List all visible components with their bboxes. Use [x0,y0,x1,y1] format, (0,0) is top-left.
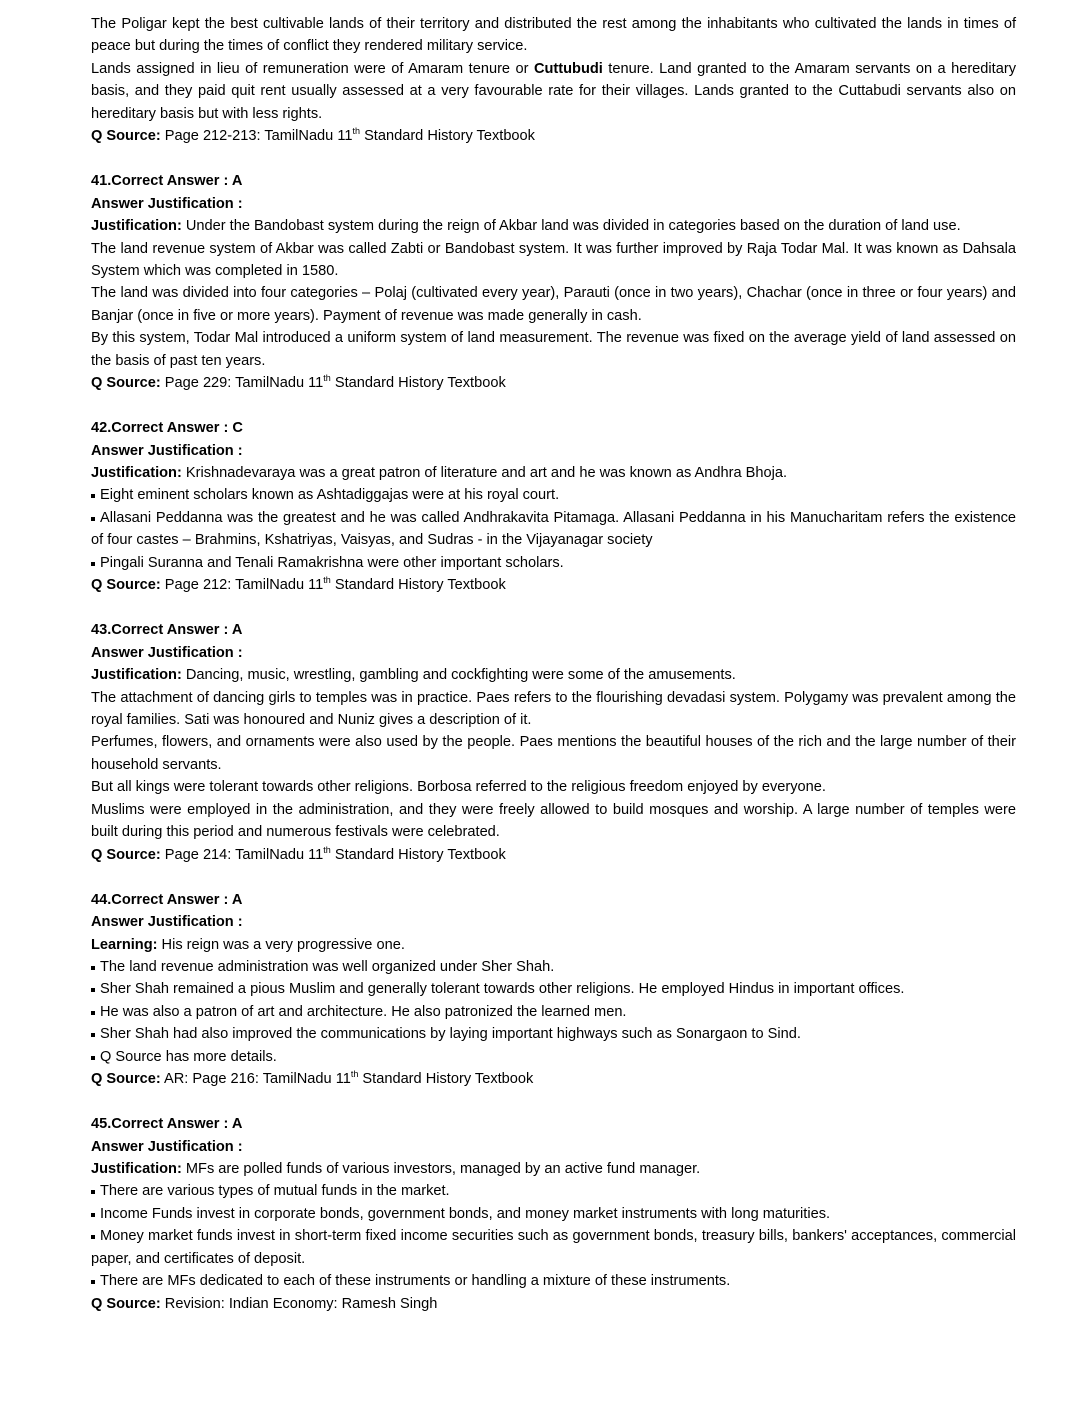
answer-section [91,866,1016,1091]
paragraph-lead: Q Source: [91,128,161,145]
paragraph [91,327,1016,372]
paragraph [91,282,1016,327]
answer-title: 42.Correct Answer : C [91,420,243,437]
paragraph-text: There are various types of mutual funds in the market. [100,1183,450,1200]
bullet-icon [91,494,95,498]
bold-term: Cuttubudi [533,60,603,77]
paragraph-lead: Justification: [91,218,182,235]
paragraph-lead: Justification: [91,465,182,482]
paragraph-text: By this system, Todar Mal introduced a uniform system of land measurement. The revenue was fixed on the average yield of land assessed on the basis of past ten years. [91,330,1016,369]
bullet-item [91,484,1016,506]
paragraph-text: Page 229: TamilNadu 11 [160,375,324,392]
bullet-item [91,1270,1016,1292]
bullet-item [91,978,1016,1000]
answer-section [91,13,1016,148]
paragraph-text: Allasani Peddanna was the greatest and he was called Andhrakavita Pitamaga. Allasani Peddanna in his Manucharitam refers the existence of four castes – Brahmins, Kshatriyas, Vaisyas, and Sudras - in the Vijayanagar society [91,509,1016,549]
paragraph-lead: Q Source: [91,1295,161,1312]
source-line [91,1068,1016,1090]
superscript: th [350,1069,359,1080]
paragraph-text: Lands assigned in lieu of remuneration were of Amaram tenure or [91,60,534,77]
paragraph-text: The Poligar kept the best cultivable lands of their territory and distributed the rest among the inhabitants who cultivated the lands in times of peace but during the times of conflict they rendered military service. [91,16,1016,55]
bullet-icon [91,1011,95,1015]
paragraph-text: Pingali Suranna and Tenali Ramakrishna were other important scholars. [100,554,564,571]
section-spacer [91,148,1016,170]
bullet-item [91,1203,1016,1225]
answer-justification-heading: Answer Justification : [91,914,243,931]
paragraph-lead: Q Source: [91,375,161,392]
paragraph [91,1158,1016,1180]
paragraph-text: MFs are polled funds of various investors, managed by an active fund manager. [181,1161,701,1178]
paragraph-text: Page 212-213: TamilNadu 11 [160,128,353,145]
source-line [91,844,1016,866]
bullet-item [91,507,1016,552]
paragraph-lead: Q Source: [91,1071,161,1088]
paragraph [91,462,1016,484]
superscript: th [352,126,361,137]
paragraph-text: Revision: Indian Economy: Ramesh Singh [160,1295,438,1312]
paragraph [91,731,1016,776]
section-spacer [91,395,1016,417]
paragraph [91,58,1016,125]
paragraph-text: Perfumes, flowers, and ornaments were also used by the people. Paes mentions the beautiful houses of the rich and the large number of their household servants. [91,734,1016,773]
paragraph-text: AR: Page 216: TamilNadu 11 [160,1071,351,1088]
answer-justification-heading: Answer Justification : [91,195,243,212]
bullet-icon [91,1033,95,1037]
answer-justification-heading: Answer Justification : [91,442,243,459]
paragraph-tail: tenure. Land granted to the Amaram servants on a hereditary basis, and they paid quit rent usually assessed at a very favourable rate for their villages. Lands granted to the Cuttabudi servants also on hereditary basis but with less rights. [91,60,1016,122]
bullet-item [91,956,1016,978]
bullet-icon [91,1190,95,1194]
source-line [91,1293,1016,1315]
paragraph-text: The land revenue administration was well organized under Sher Shah. [100,958,555,975]
bullet-icon [91,1235,95,1239]
paragraph-tail: Standard History Textbook [360,128,535,145]
paragraph [91,664,1016,686]
paragraph-text: Dancing, music, wrestling, gambling and cockfighting were some of the amusements. [181,667,736,684]
bullet-icon [91,562,95,566]
paragraph-text: Eight eminent scholars known as Ashtadiggajas were at his royal court. [100,487,560,504]
paragraph-lead: Justification: [91,667,182,684]
bullet-item [91,552,1016,574]
bullet-icon [91,966,95,970]
paragraph-text: Krishnadevaraya was a great patron of literature and art and he was known as Andhra Bhoja. [181,465,788,482]
bullet-icon [91,517,95,521]
superscript: th [323,844,331,855]
answer-section [91,597,1016,866]
paragraph-tail: Standard History Textbook [330,375,506,392]
paragraph [91,687,1016,732]
paragraph-lead: Q Source: [91,846,161,863]
paragraph-tail: Standard History Textbook [330,577,506,594]
paragraph-text: Income Funds invest in corporate bonds, government bonds, and money market instruments with long maturities. [100,1205,831,1222]
answer-justification-heading: Answer Justification : [91,1138,243,1155]
superscript: th [323,373,331,384]
answer-section [91,1091,1016,1316]
bullet-icon [91,988,95,992]
paragraph-text: There are MFs dedicated to each of these instruments or handling a mixture of these instruments. [100,1273,731,1290]
answer-section [91,395,1016,597]
bullet-icon [91,1280,95,1284]
paragraph-text: Q Source has more details. [100,1048,277,1065]
document-page [91,13,1016,1315]
answer-title: 41.Correct Answer : A [91,173,243,190]
paragraph-lead: Q Source: [91,577,161,594]
paragraph-tail: Standard History Textbook [358,1071,534,1088]
paragraph [91,238,1016,283]
source-line [91,125,1016,147]
paragraph-text: Page 212: TamilNadu 11 [160,577,324,594]
answer-section [91,148,1016,395]
section-spacer [91,597,1016,619]
paragraph-text: Page 214: TamilNadu 11 [160,846,324,863]
section-spacer [91,866,1016,888]
paragraph [91,799,1016,844]
answer-justification-heading: Answer Justification : [91,644,243,661]
bullet-icon [91,1056,95,1060]
paragraph [91,776,1016,798]
source-line [91,574,1016,596]
paragraph-lead: Justification: [91,1161,182,1178]
bullet-item [91,1046,1016,1068]
bullet-item [91,1225,1016,1270]
source-line [91,372,1016,394]
bullet-item [91,1180,1016,1202]
paragraph-text: But all kings were tolerant towards other religions. Borbosa referred to the religious freedom enjoyed by everyone. [91,779,826,796]
paragraph-text: The land was divided into four categories – Polaj (cultivated every year), Parauti (once in two years), Chachar (once in three or four years) and Banjar (once in five or more years). Payment of revenue was made generally in cash. [91,285,1016,324]
paragraph-lead: Learning: [91,936,158,953]
bullet-item [91,1023,1016,1045]
answer-title: 43.Correct Answer : A [91,622,243,639]
paragraph [91,13,1016,58]
superscript: th [323,575,331,586]
answer-title: 44.Correct Answer : A [91,891,243,908]
paragraph-text: Muslims were employed in the administration, and they were freely allowed to build mosques and worship. A large number of temples were built during this period and numerous festivals were celebrated. [91,801,1016,841]
paragraph [91,934,1016,956]
paragraph-text: Sher Shah had also improved the communications by laying important highways such as Sonargaon to Sind. [100,1026,801,1043]
paragraph-tail: Standard History Textbook [330,846,506,863]
answer-title: 45.Correct Answer : A [91,1116,243,1133]
bullet-item [91,1001,1016,1023]
paragraph-text: Sher Shah remained a pious Muslim and generally tolerant towards other religions. He employed Hindus in important offices. [100,981,905,998]
bullet-icon [91,1213,95,1217]
paragraph-text: His reign was a very progressive one. [157,936,405,953]
paragraph-text: Under the Bandobast system during the reign of Akbar land was divided in categories based on the duration of land use. [181,218,961,235]
paragraph [91,215,1016,237]
paragraph-text: The attachment of dancing girls to temples was in practice. Paes refers to the flourishing devadasi system. Polygamy was prevalent among the royal families. Sati was honoured and Nuniz gives a description of it. [91,689,1016,728]
paragraph-text: He was also a patron of art and architecture. He also patronized the learned men. [100,1003,627,1020]
paragraph-text: The land revenue system of Akbar was called Zabti or Bandobast system. It was further improved by Raja Todar Mal. It was known as Dahsala System which was completed in 1580. [91,240,1016,279]
paragraph-text: Money market funds invest in short-term fixed income securities such as government bonds, treasury bills, bankers' acceptances, commercial paper, and certificates of deposit. [91,1228,1016,1267]
section-spacer [91,1091,1016,1113]
